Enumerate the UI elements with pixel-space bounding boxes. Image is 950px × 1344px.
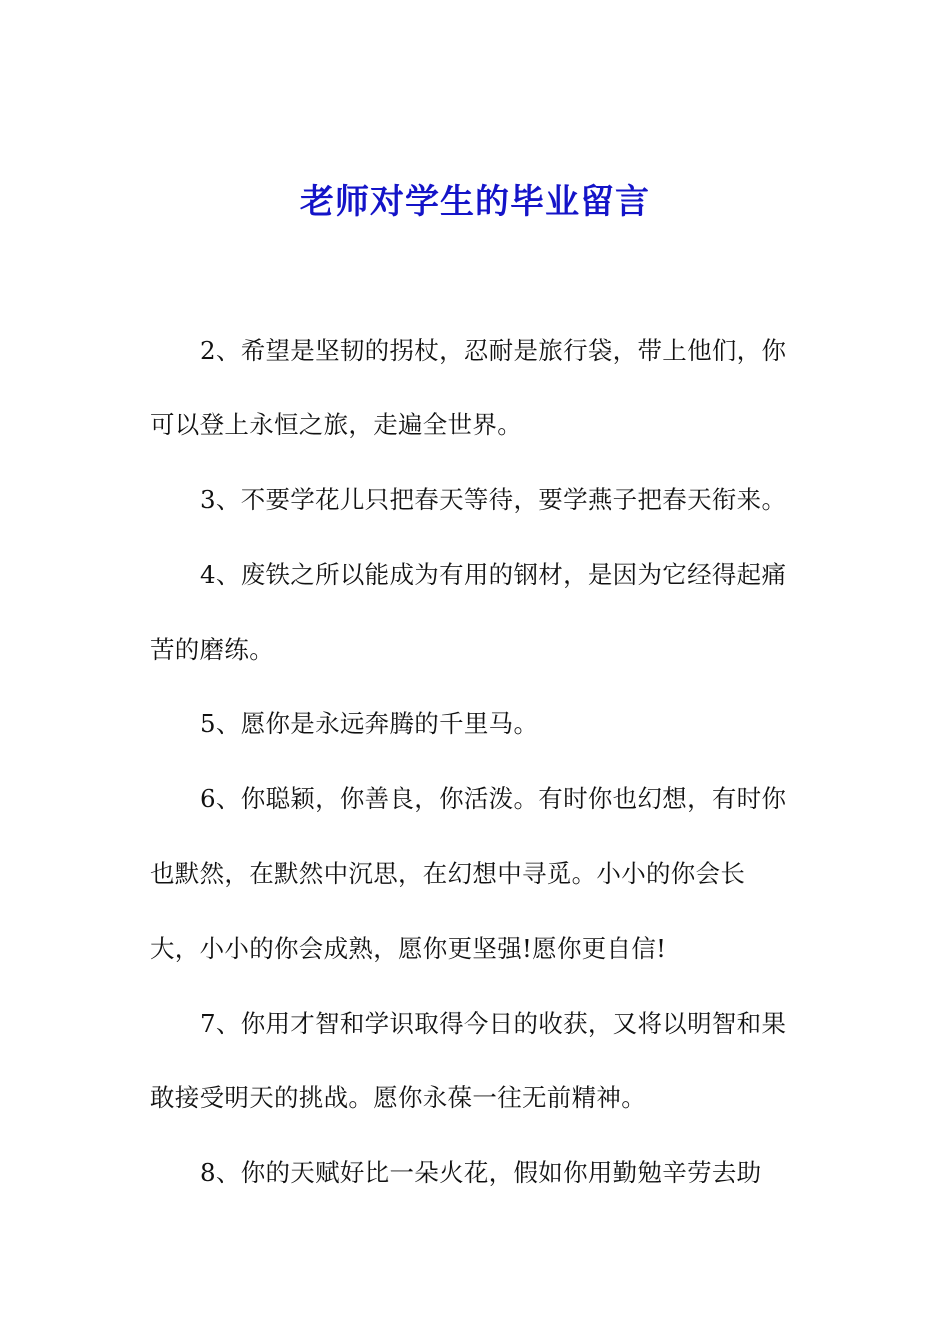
paragraph-line: 敢接受明天的挑战。愿你永葆一往无前精神。 bbox=[150, 1083, 646, 1112]
document-title: 老师对学生的毕业留言 bbox=[300, 182, 650, 222]
paragraph-line: 3、不要学花儿只把春天等待，要学燕子把春天衔来。 bbox=[200, 485, 787, 514]
paragraph-line: 2、希望是坚韧的拐杖，忍耐是旅行袋，带上他们，你 bbox=[200, 336, 787, 365]
paragraph-line: 7、你用才智和学识取得今日的收获，又将以明智和果 bbox=[200, 1009, 787, 1038]
paragraph-line: 5、愿你是永远奔腾的千里马。 bbox=[200, 709, 539, 738]
paragraph-line: 6、你聪颖，你善良，你活泼。有时你也幻想，有时你 bbox=[200, 784, 787, 813]
paragraph-line: 8、你的天赋好比一朵火花，假如你用勤勉辛劳去助 bbox=[200, 1158, 762, 1187]
paragraph-line: 4、废铁之所以能成为有用的钢材，是因为它经得起痛 bbox=[200, 560, 787, 589]
paragraph-line: 大，小小的你会成熟，愿你更坚强!愿你更自信! bbox=[150, 934, 667, 963]
paragraph-line: 可以登上永恒之旅，走遍全世界。 bbox=[150, 410, 522, 439]
paragraph-line: 也默然，在默然中沉思，在幻想中寻觅。小小的你会长 bbox=[150, 859, 746, 888]
paragraph-line: 苦的磨练。 bbox=[150, 635, 274, 664]
